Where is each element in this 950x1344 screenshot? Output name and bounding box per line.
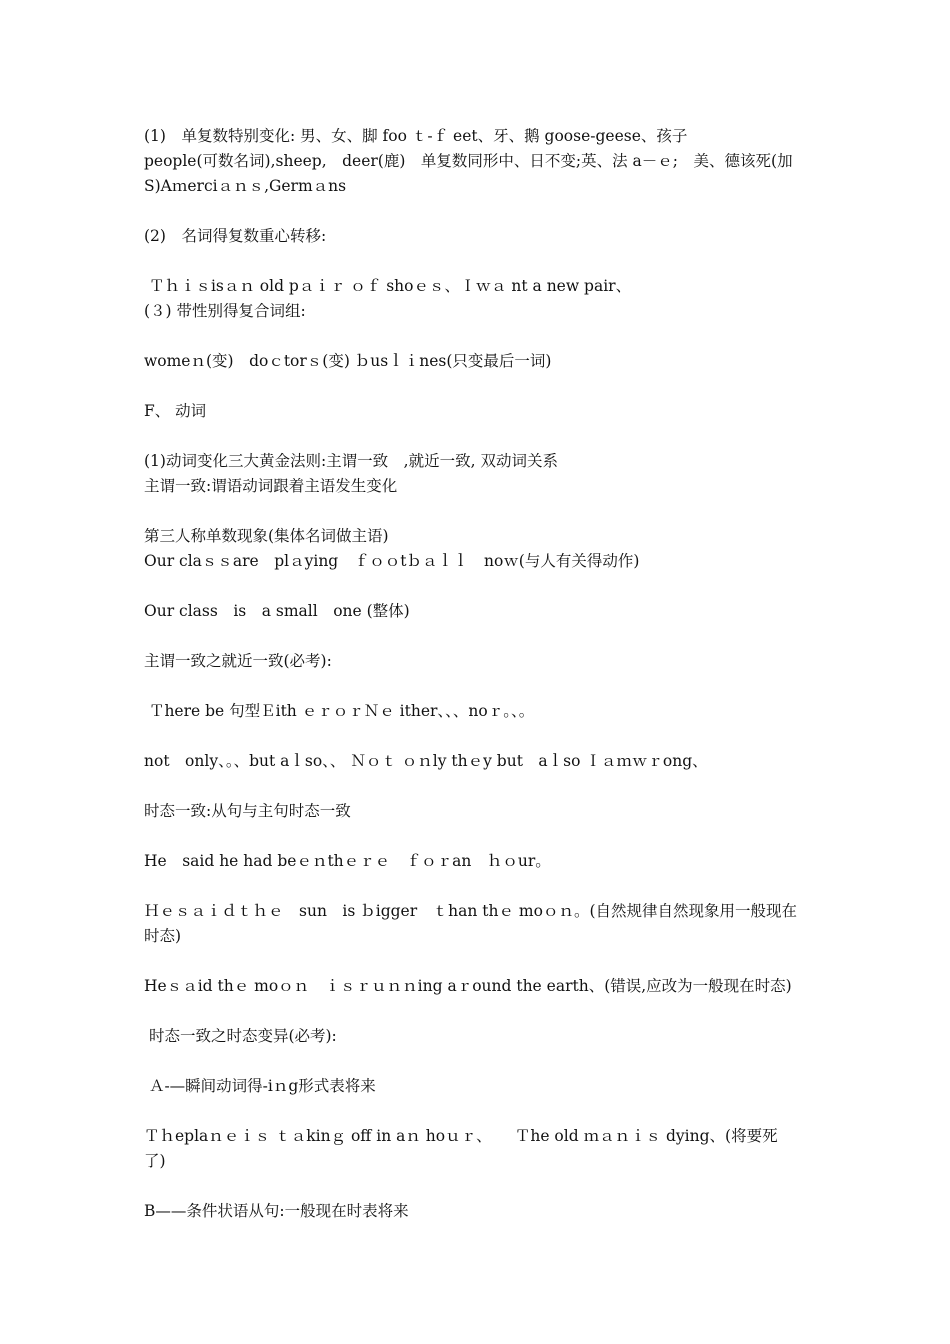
text-line-gender-compounds: (３) 带性别得复合词组: <box>144 302 306 320</box>
text-line-plane-taking-off-cont: 了) <box>144 1152 166 1170</box>
text-line-had-been-there: He said he had beｅｎthｅｒｅ ｆｏｒan ｈｏur。 <box>144 852 551 870</box>
text-line-class-playing-football: Our claｓｓare plａying ｆｏｏtｂａｌｌ noｗ(与人有关得动作) <box>144 552 640 570</box>
text-line-tense-agreement: 时态一致:从句与主句时态一致 <box>144 802 351 820</box>
text-line-plural-focus-shift: (2) 名词得复数重心转移: <box>144 227 327 245</box>
text-line-there-be-either-neither: Ｔhere be 句型Ｅith ｅｒｏｒＮｅ ither、、、noｒ。、。 <box>144 702 535 720</box>
text-line-third-person-singular: 第三人称单数现象(集体名词做主语) <box>144 527 389 545</box>
text-line-golden-rules: (1)动词变化三大黄金法则:主谓一致 ,就近一致, 双动词关系 <box>144 452 558 470</box>
text-line-subject-verb-agreement: 主谓一致:谓语动词跟着主语发生变化 <box>144 477 398 495</box>
text-line-sun-bigger-than-moon: Ｈｅｓａｉｄｔｈｅ sun is ｂigger ｔhan thｅ moｏｎ。(自然规律自然现象用一般现在 <box>144 902 797 920</box>
text-line-plural-special-changes: (1) 单复数特别变化: 男、女、脚 foo ｔ-ｆ eet、牙、鹅 goose-geese、孩子 <box>144 127 688 145</box>
text-line-moon-running-around-earth: Heｓａid thｅ moｏｎ ｉｓｒｕｎｎing aｒound the earth、(错误,应改为一般现在时态) <box>144 977 792 995</box>
text-line-women-doctors: womeｎ(变) doｃtorｓ(变) ｂusｌｉnes(只变最后一词) <box>144 352 552 370</box>
text-line-plural-same-form: people(可数名词),sheep, deer(鹿) 单复数同形中、日不变;英、法 a－ｅ; 美、德该死(加 <box>144 152 793 170</box>
text-line-proximity-agreement: 主谓一致之就近一致(必考): <box>144 652 332 670</box>
text-line-not-only-but-also: not only、。、but aｌso、、 Ｎｏｔ ｏｎly thｅy but aｌso Ｉａｍｗｒong、 <box>144 752 708 770</box>
text-line-plane-taking-off: Ｔｈeplaｎｅｉｓ ｔａkinｇ off in aｎ hoｕｒ、 Ｔhe old ｍａｎｉｓ dying、(将要死 <box>144 1127 778 1145</box>
text-line-conditional-clause: B——条件状语从句:一般现在时表将来 <box>144 1202 409 1220</box>
section-heading-verbs: F、 动词 <box>144 402 207 420</box>
text-line-pair-of-shoes: Ｔｈｉｓisａｎ old pａｉｒ ｏｆ shoｅｓ、Ｉｗａ nt a new pair、 <box>144 277 632 295</box>
text-line-class-small-one: Our class is a small one (整体) <box>144 602 410 620</box>
text-line-momentary-verb-ing: Ａ-—瞬间动词得-iｎg形式表将来 <box>144 1077 376 1095</box>
text-line-tense-variation: 时态一致之时态变异(必考): <box>144 1027 337 1045</box>
text-line-americans-germans: S)Aｍerciａｎｓ,Germａns <box>144 177 347 195</box>
text-line-sun-bigger-than-moon-cont: 时态) <box>144 927 182 945</box>
